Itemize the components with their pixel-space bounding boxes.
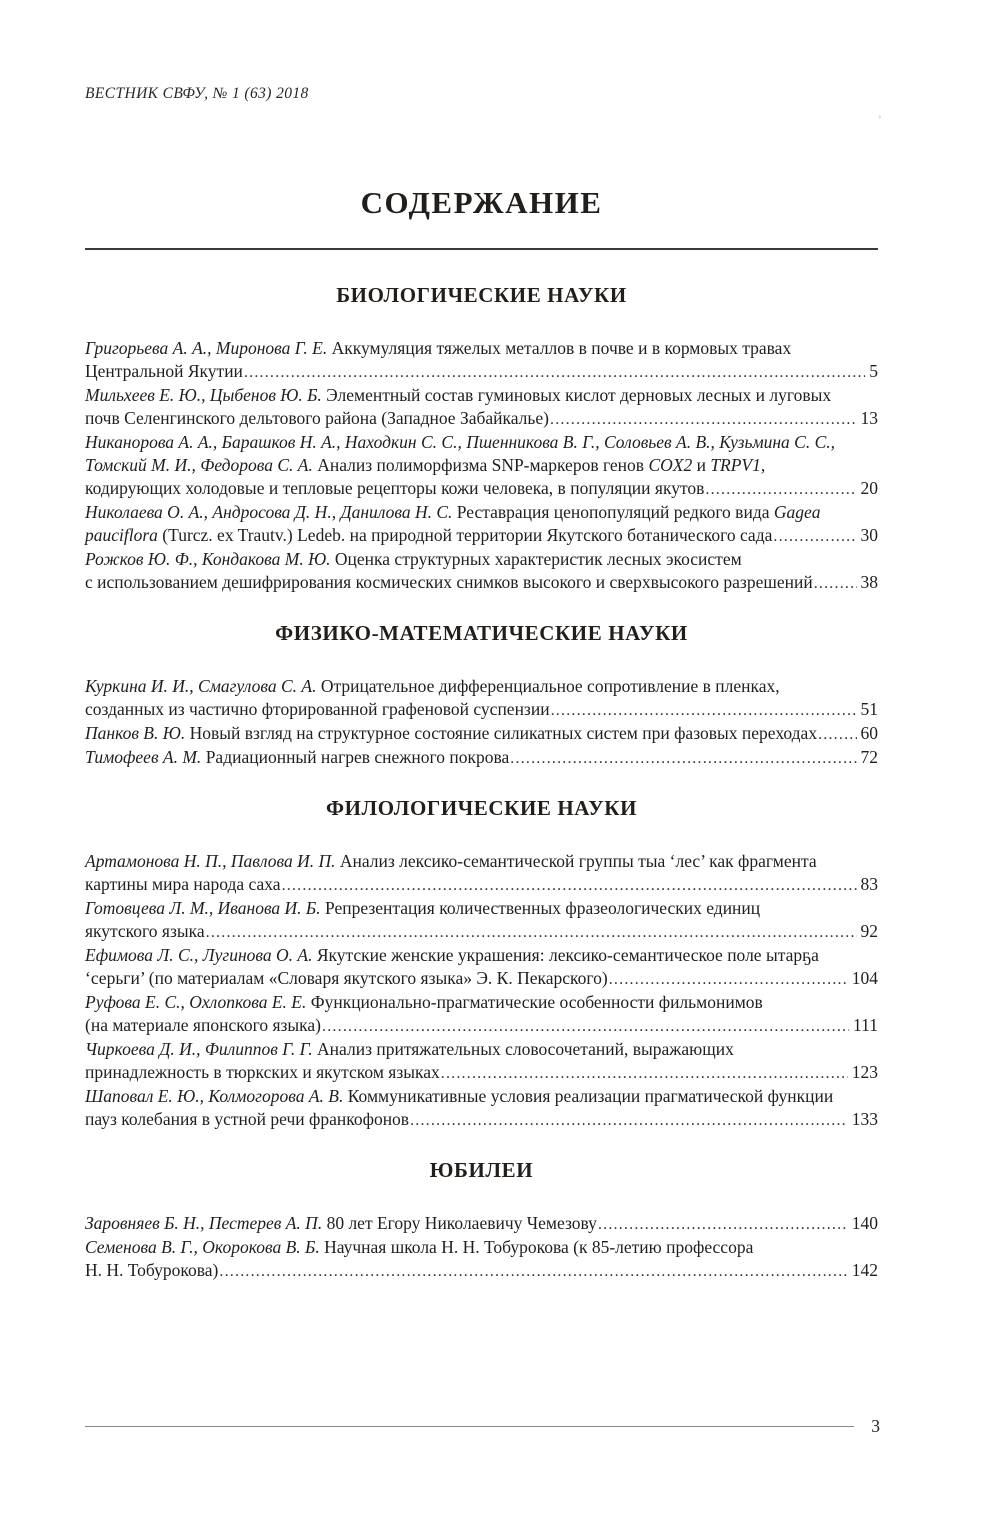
dot-leader [818,723,856,746]
toc-entry [85,431,878,501]
author-names: Мильхеев Е. Ю., Цыбенов Ю. Б. [85,385,322,405]
entry-title-text: Н. Н. Тобурокова) [85,1260,219,1280]
entry-title-text: ‘серьги’ (по материалам «Словаря якутского языка» Э. К. Пекарского) [85,968,608,988]
entry-title-text: Якутские женские украшения: лексико-семантическое поле ытарҕа [312,945,819,965]
toc-line-text [85,1237,753,1257]
section-heading: ФИЛОЛОГИЧЕСКИЕ НАУКИ [325,796,637,820]
toc-line-text [85,1014,321,1037]
page-number: 13 [860,408,878,428]
toc-line [85,1061,878,1085]
toc-entry [85,1038,878,1085]
toc-line-text [85,722,817,745]
dot-leader [206,921,857,944]
author-names: Григорьева А. А., Миронова Г. Е. [85,338,328,358]
author-names: TRPV1 [710,455,761,475]
author-names: Рожков Ю. Ф., Кондакова М. Ю. [85,549,331,569]
dot-leader [322,1015,849,1038]
author-names: Тимофеев А. М. [85,747,202,767]
toc-line-text [85,455,765,475]
section-heading: ЮБИЛЕИ [429,1158,534,1182]
toc-entry [85,548,878,595]
author-names: COX2 [648,455,693,475]
entry-title-text: Научная школа Н. Н. Тобурокова (к 85-летию профессора [319,1237,754,1257]
dot-leader [441,1062,848,1085]
page-number: 104 [851,968,878,988]
entry-title-text: Новый взгляд на структурное состояние силикатных систем при фазовых переходах [185,723,818,743]
toc-line [85,454,878,477]
toc-line [85,1259,878,1283]
entry-title-text: (Turcz. ex Trautv.) Ledeb. на природной территории Якутского ботанического сада [157,525,773,545]
toc-entry [85,384,878,431]
page-number: 60 [860,723,878,743]
dot-leader [551,699,857,722]
toc-entry [85,1085,878,1132]
author-names: Семенова В. Г., Окорокова В. Б. [85,1237,320,1257]
entry-title-text: Отрицательное дифференциальное сопротивление в пленках, [316,676,780,696]
section-heading: БИОЛОГИЧЕСКИЕ НАУКИ [336,283,627,307]
footer-page-number: 3 [871,1416,880,1436]
toc-line [85,501,878,524]
entry-title-text: (на материале японского языка) [85,1015,322,1035]
toc-line [85,548,878,571]
toc-entry [85,722,878,746]
section-heading: ФИЗИКО-МАТЕМАТИЧЕСКИЕ НАУКИ [275,621,688,645]
dot-leader [598,1213,848,1236]
toc-entry [85,944,878,991]
author-names: Артамонова Н. П., Павлова И. П. [85,851,336,871]
dot-leader [219,1260,847,1283]
page-number: 51 [860,699,878,719]
page-number: 38 [860,572,878,592]
page-number: 5 [869,361,878,381]
toc-line [85,477,878,501]
entry-title-text: Радиационный нагрев снежного покрова [201,747,510,767]
toc-line-text [85,1108,409,1131]
entry-title-text: , [760,455,766,475]
toc-line [85,897,878,920]
toc-entry [85,501,878,548]
page-number: 142 [851,1260,878,1280]
footer-divider [85,1426,854,1427]
toc-line-text [85,1259,218,1282]
toc-line [85,675,878,698]
author-names: Шаповал Е. Ю., Колмогорова А. В. [85,1086,344,1106]
dot-leader [510,747,856,770]
entry-title-text: Анализ полиморфизма SNP-маркеров генов [312,455,649,475]
toc-line-text [85,432,835,452]
toc-line-text [85,549,742,569]
toc-line [85,1108,878,1132]
toc-line-text [85,1212,597,1235]
entry-title-text: Элементный состав гуминовых кислот дерновых лесных и луговых [321,385,832,405]
toc-line [85,698,878,722]
toc-line-text [85,338,791,358]
dot-leader [609,968,848,991]
toc-line-text [85,898,760,918]
entry-title-text: принадлежность в тюркских и якутском языках [85,1062,440,1082]
toc-line [85,991,878,1014]
entry-title-text: и [692,455,711,475]
toc-line-text [85,873,281,896]
entry-title-text: почв Селенгинского дельтового района (Западное Забайкалье) [85,408,549,428]
toc-entry [85,850,878,897]
toc-line [85,524,878,548]
toc-entry [85,337,878,384]
page-number: 123 [851,1062,878,1082]
toc-line [85,850,878,873]
toc-line [85,360,878,384]
author-names: Чиркоева Д. И., Филиппов Г. Г. [85,1039,313,1059]
toc-line [85,571,878,595]
dot-leader [410,1109,848,1132]
toc-line [85,1038,878,1061]
author-names: pauciflora [85,525,158,545]
toc-line [85,431,878,454]
toc-line-text [85,698,550,721]
author-names: Ефимова Л. С., Лугинова О. А. [85,945,313,965]
page-number: 83 [860,874,878,894]
author-names: Куркина И. И., Смагулова С. А. [85,676,317,696]
toc-entry [85,991,878,1038]
author-names: Николаева О. А., Андросова Д. Н., Данилова Н. С. [85,502,453,522]
toc-line-text [85,524,772,547]
toc [85,283,878,1283]
toc-line [85,1212,878,1236]
toc-line-text [85,945,819,965]
page-title: СОДЕРЖАНИЕ [360,185,603,220]
entry-title-text: Реставрация ценопопуляций редкого вида [452,502,774,522]
entry-title-text: Анализ лексико-семантической группы тыа ‘лес’ как фрагмента [335,851,817,871]
dot-leader [773,525,856,548]
toc-line-text [85,385,831,405]
toc-line [85,337,878,360]
title-divider [85,248,878,250]
toc-line-text [85,1086,833,1106]
toc-entry [85,675,878,722]
toc-line [85,722,878,746]
entry-title-text: 80 лет Егору Николаевичу Чемезову [322,1213,597,1233]
toc-line [85,1014,878,1038]
author-names: Панков В. Ю. [85,723,186,743]
entry-title-text: созданных из частично фторированной графеновой суспензии [85,699,550,719]
toc-line [85,967,878,991]
page-number: 111 [853,1015,878,1035]
entry-title-text: Репрезентация количественных фразеологических единиц [320,898,761,918]
toc-line-text [85,992,763,1012]
toc-line-text [85,502,821,522]
page-number: 30 [860,525,878,545]
toc-line-text [85,851,817,871]
toc-line [85,920,878,944]
toc-line [85,407,878,431]
dot-leader [550,408,857,431]
page-number: 140 [851,1213,878,1233]
entry-title-text: с использованием дешифрирования космических снимков высокого и сверхвысокого разрешений [85,572,813,592]
toc-line [85,384,878,407]
entry-title-text: Центральной Якутии [85,361,243,381]
author-names: Руфова Е. С., Охлопкова Е. Е. [85,992,307,1012]
author-names: Заровняев Б. Н., Пестерев А. П. [85,1213,323,1233]
page-number: 20 [860,478,878,498]
journal-header: ВЕСТНИК СВФУ, № 1 (63) 2018 [85,85,309,102]
toc-line-text [85,1039,734,1059]
toc-line-text [85,1061,440,1084]
dot-leader [705,478,856,501]
entry-title-text: картины мира народа саха [85,874,281,894]
toc-line [85,1236,878,1259]
toc-line [85,873,878,897]
toc-line-text [85,746,509,769]
author-names: Готовцева Л. М., Иванова И. Б. [85,898,321,918]
entry-title-text: Функционально-прагматические особенности фильмонимов [306,992,763,1012]
page-number: 72 [860,747,878,767]
author-names: Никанорова А. А., Барашков Н. А., Находкин С. С., Пшенникова В. Г., Соловьев А. В., Кузьмина С. С., [85,432,836,452]
toc-entry [85,1236,878,1283]
toc-line [85,746,878,770]
entry-title-text: Аккумуляция тяжелых металлов в почве и в кормовых травах [327,338,792,358]
author-names: Томский М. И., Федорова С. А. [85,455,313,475]
toc-line-text [85,967,608,990]
entry-title-text: якутского языка [85,921,205,941]
toc-line-text [85,407,549,430]
dot-leader [282,874,857,897]
page-number: 133 [851,1109,878,1129]
scan-artifact-mark: ’ [877,112,882,127]
page-number: 92 [860,921,878,941]
toc-line-text [85,477,704,500]
dot-leader [814,572,857,595]
toc-line [85,944,878,967]
toc-entry [85,746,878,770]
toc-entry [85,897,878,944]
entry-title-text: кодирующих холодовые и тепловые рецепторы кожи человека, в популяции якутов [85,478,705,498]
toc-line-text [85,571,813,594]
toc-line-text [85,360,243,383]
toc-line [85,1085,878,1108]
entry-title-text: Коммуникативные условия реализации прагматической функции [343,1086,834,1106]
entry-title-text: Оценка структурных характеристик лесных экосистем [330,549,742,569]
entry-title-text: пауз колебания в устной речи франкофонов [85,1109,410,1129]
dot-leader [244,361,865,384]
toc-line-text [85,920,205,943]
footer [85,1416,880,1437]
toc-line-text [85,676,780,696]
author-names: Gagea [773,502,821,522]
entry-title-text: Анализ притяжательных словосочетаний, выражающих [312,1039,734,1059]
toc-entry [85,1212,878,1236]
